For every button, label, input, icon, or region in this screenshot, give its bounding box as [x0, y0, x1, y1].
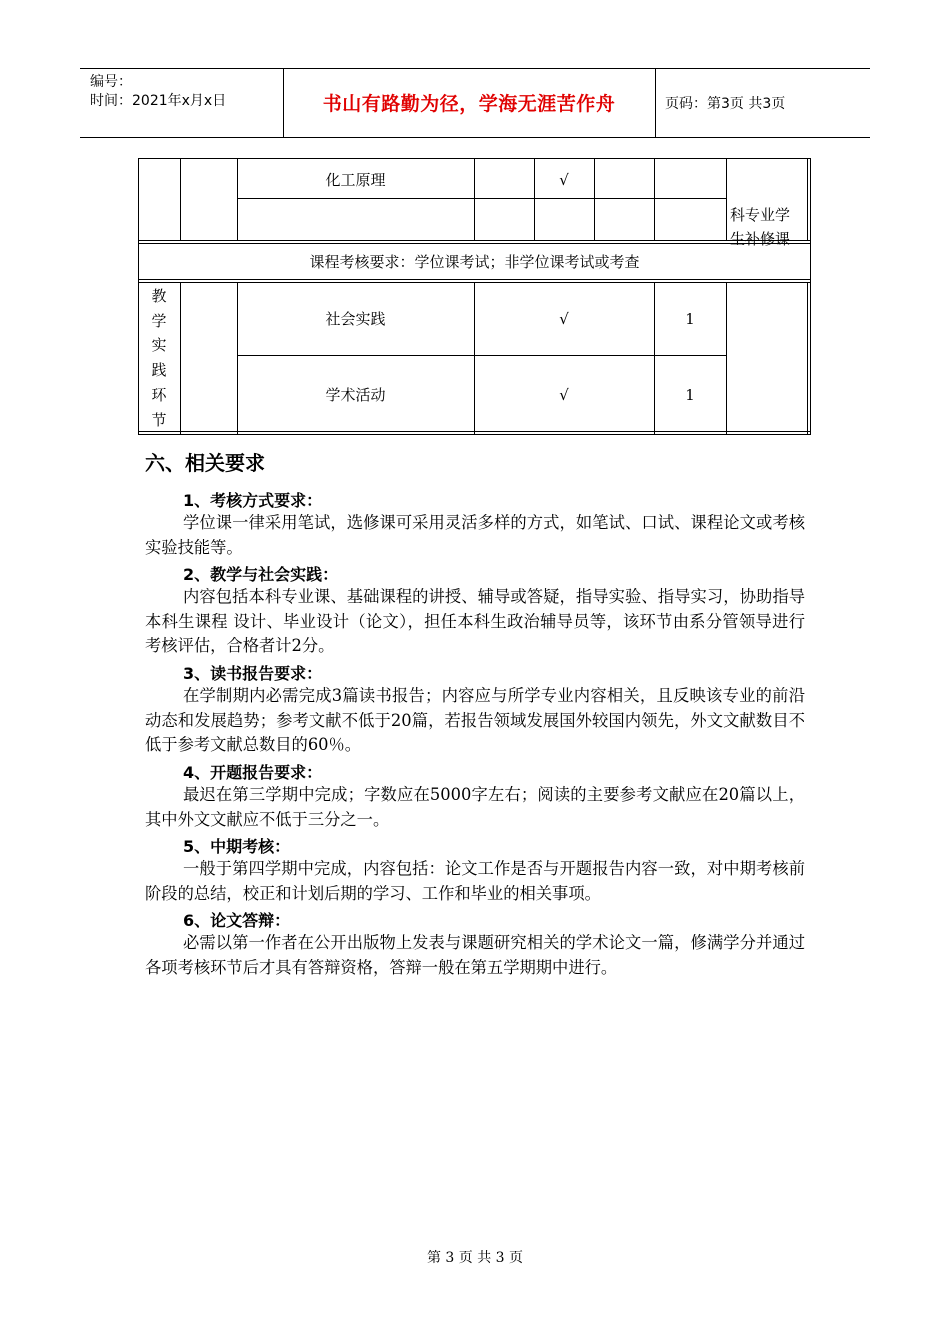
- table-line: [807, 158, 808, 240]
- remark-cell: [730, 203, 806, 251]
- table-line: [237, 198, 726, 199]
- item-heading: 3、读书报告要求：: [183, 664, 323, 683]
- table-line: [654, 282, 655, 434]
- motto: 书山有路勤为径，学海无涯苦作舟: [322, 93, 616, 115]
- table-line: [237, 282, 238, 434]
- item-heading: 6、论文答辩：: [183, 911, 291, 930]
- item-text: 学位课一律采用笔试，选修课可采用灵活多样的方式，如笔试、口试、课程论文或考核实验技能等。: [145, 513, 805, 557]
- practice-credit: 1: [685, 310, 695, 328]
- item-text: 一般于第四学期中完成，内容包括：论文工作是否与开题报告内容一致，对中期考核前阶段的总结，校正和计划后期的学习、工作和毕业的相关事项。: [145, 859, 805, 903]
- item-heading: 5、中期考核：: [183, 837, 291, 856]
- table-line: [138, 279, 811, 280]
- table-line: [654, 158, 655, 240]
- table-line: [474, 158, 475, 240]
- table-line: [474, 282, 475, 434]
- practice-name: 社会实践: [325, 310, 386, 328]
- page-footer: 第 3 页 共 3 页: [426, 1250, 524, 1266]
- course-check: √: [559, 171, 569, 189]
- item-heading: 1、考核方式要求：: [183, 491, 323, 510]
- header-divider: [655, 69, 656, 137]
- table-line: [810, 158, 811, 435]
- course-table: [138, 158, 811, 435]
- header-left: [90, 73, 226, 111]
- table-line: [594, 158, 595, 240]
- item-text: 内容包括本科专业课、基础课程的讲授、辅导或答疑，指导实验、指导实习，协助指导本科生课程 设计、毕业设计（论文），担任本科生政治辅导员等，该环节由系分管领导进行考核评估，合格者计2分。: [145, 587, 805, 656]
- number-label: 编号：: [90, 74, 132, 90]
- table-line: [138, 434, 811, 435]
- table-line: [180, 282, 181, 434]
- practice-name: 学术活动: [325, 386, 386, 404]
- remark-text: 科专业学生补修课: [730, 206, 791, 248]
- practice-check: √: [559, 310, 569, 328]
- table-line: [726, 158, 727, 240]
- page-header: [80, 68, 870, 138]
- section-title: 六、相关要求: [145, 451, 265, 475]
- table-line: [180, 158, 181, 240]
- practice-check: √: [559, 386, 569, 404]
- practice-credit: 1: [685, 386, 695, 404]
- time-label: 时间：2021年x月x日: [90, 93, 227, 109]
- page-indicator: 页码：第3页 共3页: [665, 96, 786, 112]
- practice-label: 教 学 实 践 环 节: [151, 287, 167, 429]
- table-line: [237, 355, 726, 356]
- table-line: [138, 240, 811, 241]
- requirement-row: 课程考核要求：学位课考试；非学位课考试或考查: [309, 253, 640, 271]
- table-line: [726, 282, 727, 434]
- course-name: 化工原理: [325, 171, 386, 189]
- item-text: 最迟在第三学期中完成；字数应在5000字左右；阅读的主要参考文献应在20篇以上，其中外文文献应不低于三分之一。: [145, 785, 805, 829]
- item-heading: 2、教学与社会实践：: [183, 565, 339, 584]
- table-line: [138, 243, 811, 244]
- table-line: [807, 282, 808, 434]
- item-text: 必需以第一作者在公开出版物上发表与课题研究相关的学术论文一篇，修满学分并通过各项考核环节后才具有答辩资格，答辩一般在第五学期期中进行。: [145, 933, 805, 977]
- item-heading: 4、开题报告要求：: [183, 763, 323, 782]
- item-text: 在学制期内必需完成3篇读书报告；内容应与所学专业内容相关，且反映该专业的前沿动态和发展趋势；参考文献不低于20篇，若报告领域发展国外较国内领先，外文文献数目不低于参考文献总数目的60％。: [145, 686, 805, 755]
